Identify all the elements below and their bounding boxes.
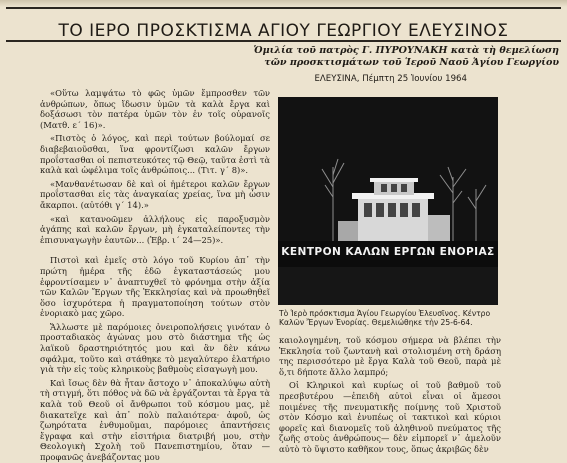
photo-sign-text: ΚΕΝΤΡΟΝ ΚΑΛΩΝ ΕΡΓΩΝ ΕΝΟΡΙΑΣ [281,246,495,258]
article-title: ΤΟ ΙΕΡΟ ΠΡΟΣΚΤΙΣΜΑ ΑΓΙΟΥ ΓΕΩΡΓΙΟΥ ΕΛΕΥΣΙΝΟΣ [58,21,509,42]
paragraph: Οἱ Κληρικοὶ καὶ κυρίως οἱ τοῦ βαθμοῦ τοῦ πρεσβυτέρου —ἐπειδὴ αὐτοὶ εἶναι οἱ ἄμεσοι ποιμένες τῆς πνευματικῆς ποίμνης τοῦ Χριστοῦ στὸν Κόσμο καὶ ἐνυπέως οἱ τακτικοὶ καὶ κύριοι φορεῖς καὶ διανομεῖς τοῦ ἀληθινοῦ πνεύματος τῆς ζωῆς στοὺς ἀνθρώπους— δὲν εἰμπορεῖ ν᾿ ἀμελοῦν αὐτὸ τὸ ὕψιστο καθῆκον τους, ὅπως ἀκριβῶς δὲν [279,380,501,454]
photo-caption: Τὸ Ἱερὸ πρόσκτισμα Ἁγίου Γεωργίου Ἐλευσῖνος. Κέντρο Καλῶν Ἔργων Ἐνορίας. Θεμελιώθηκε τὴν 25-6-64. [279,309,491,328]
building-photo [278,97,498,305]
paragraph: «Πιστὸς ὁ λόγος, καὶ περὶ τούτων βούλομαί σε διαβεβαιοῦσθαι, ἵνα φροντίζωσι καλῶν ἔργων προΐστασθαι οἱ πεπιστευκότες τῷ Θεῷ, ταῦτα ἐστὶ τὰ καλὰ καὶ ὠφέλιμα τοῖς ἀνθρώποις... (Τιτ. γ΄ 8)». [40,133,271,176]
paragraph: Ἄλλωστε μὲ παρόμοιες ὀνειροπολήσεις γινόταν ὁ προσταδιακὸς ἀγώνας μου στὸ διάστημα τῆς ὡς λαϊκοῦ δραστηριότητός μου καὶ ἂν δὲν κάνω σφάλμα, τοῦτο καὶ στάθηκε τὸ μεγαλύτερο ἐλατήριο γιὰ τὴν εἰς τοὺς κληρικοὺς βαθμοὺς εἰσαγωγὴ μου. [40,321,270,375]
header-rule-bottom [6,40,561,42]
paragraph: «καὶ κατανοῶμεν ἀλλήλους εἰς παροξυσμὸν ἀγάπης καὶ καλῶν ἔργων, μὴ ἐγκαταλείποντες τὴν ἐπισυναγωγὴν ἑαυτῶν... (Ἑβρ. ι΄ 24—25)». [40,213,270,245]
dateline: ΕΛΕΥΣΙΝΑ, Πέμπτη 25 Ἰουνίου 1964 [314,74,467,84]
left-column [40,88,271,462]
page-top-band [0,0,567,7]
paragraph: Καὶ ἴσως δὲν θὰ ἦταν ἄστοχο ν᾿ ἀποκαλύψω αὐτὴ τὴ στιγμή, ὅτι πόθος νὰ δῶ νὰ ἐργάζονται τὰ ἔργα τὰ καλὰ τοῦ Θεοῦ οἱ ἄνθρωποι τοῦ κόσμου μας, μὲ διακατεῖχε καὶ ἀπ᾿ πολὺ παλαιότερα· ἀφοῦ, ὡς ζωηρότατα ἐνθυμοῦμαι, παρόμοιες ἀπαντήσεις ἔγραφα καὶ στὴν εἰσιτήρια διατριβή μου, στὴν Θεολογικὴ Σχολὴ τοῦ Πανεπιστημίου, ὅταν —προφανῶς ἀνεβάζοντας μου [40,377,270,462]
paragraph: «Οὕτω λαμψάτω τὸ φῶς ὑμῶν ἔμπροσθεν τῶν ἀνθρώπων, ὅπως ἴδωσιν ὑμῶν τὰ καλὰ ἔργα καὶ δοξάσωσι τὸν πατέρα ὑμῶν τὸν ἐν τοῖς οὐρανοῖς (Ματθ. ε΄ 16)». [40,88,270,130]
right-column [279,335,501,454]
paragraph: «Μανθανέτωσαν δὲ καὶ οἱ ἡμέτεροι καλῶν ἔργων προΐστασθαι εἰς τὰς ἀναγκαίας χρείας, ἵνα μὴ ὦσιν ἄκαρποι. (αὐτόθι γ΄ 14).» [40,178,270,210]
subtitle-line: τῶν προσκτισμάτων τοῦ Ἱεροῦ Ναοῦ Ἁγίου Γεωργίου [264,57,559,68]
header-rule-top [6,7,561,9]
paragraph: καιολογημένη, τοῦ κόσμου σήμερα νὰ βλέπει τὴν Ἐκκλησία τοῦ ζωντανὴ καὶ στολισμένη στὴ δράση της περισσότερο μὲ ἔργα Καλὰ τοῦ Θεοῦ, παρὰ μὲ ὅ,τι δήποτε ἄλλο λαμπρό; [279,335,501,377]
subtitle-line: Ὁμιλία τοῦ πατρὸς Γ. ΠΥΡΟΥΝΑΚΗ κατὰ τὴ θεμελίωση [253,45,559,56]
article-subtitle [229,45,559,69]
paragraph: Πιστοὶ καὶ ἐμεῖς στὸ λόγο τοῦ Κυρίου ἀπ᾿ τὴν πρώτη ἡμέρα τῆς ἐδῶ ἐγκαταστάσεώς μου ἐφροντίσαμεν ν᾿ ἀναπτυχθεῖ τὸ φρόνημα στὴν ἀξία τῶν Καλῶν Ἔργων τῆς Ἐκκλησίας καὶ νὰ προωθηθεῖ ὅσο ἰσχυρότερα ἡ πραγματοποίηση τούτων στὸν ἐνοριακὸ μας χῶρο. [40,255,270,319]
building-illustration [278,97,498,305]
